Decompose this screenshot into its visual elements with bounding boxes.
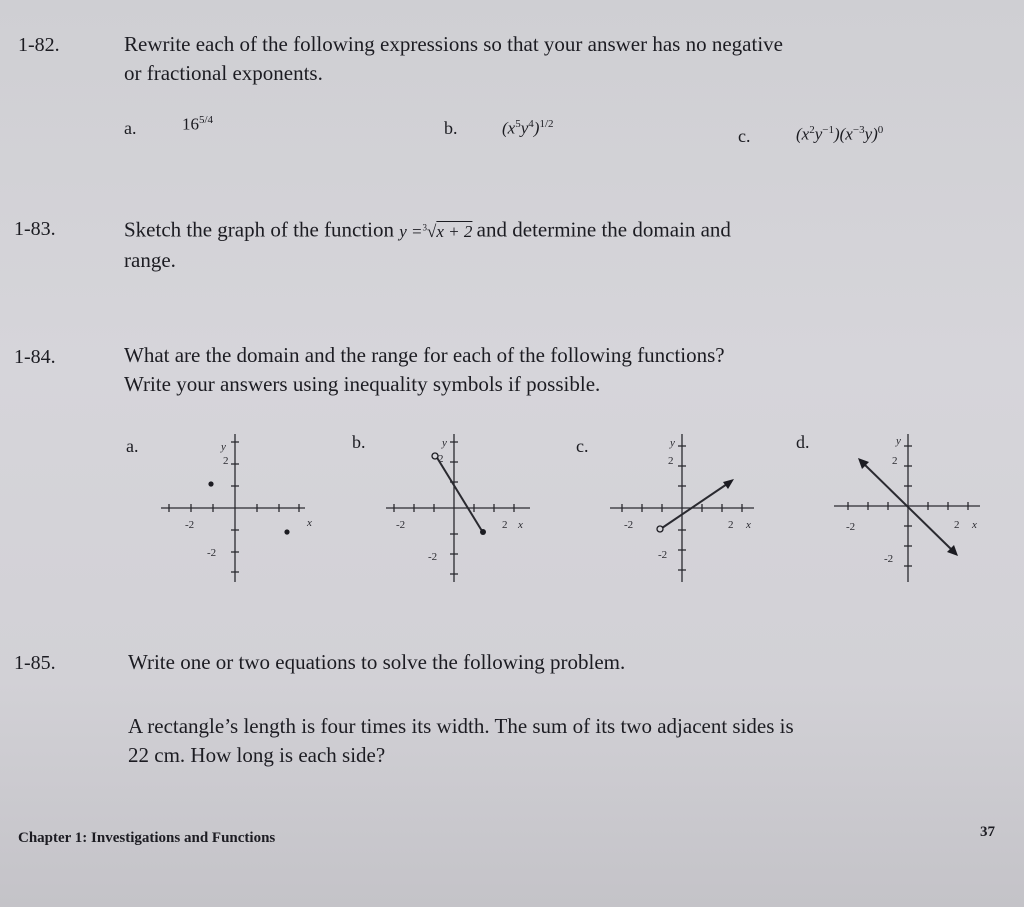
- problem-1-85-line2: A rectangle’s length is four times its width. The sum of its two adjacent sides is: [128, 714, 794, 738]
- problem-1-84-line2: Write your answers using inequality symbols if possible.: [124, 372, 601, 396]
- problem-1-83-line1: [124, 213, 1004, 246]
- graph-c: [604, 428, 774, 588]
- graph-a-y-label: y: [221, 441, 226, 453]
- graph-b-ytick-neg: -2: [428, 551, 438, 563]
- graph-a-ytick-neg: -2: [207, 547, 217, 559]
- graph-a-ytick-pos: 2: [223, 455, 229, 467]
- expr-b-p2: y: [520, 118, 529, 138]
- graph-c-xtick-neg: -2: [624, 519, 634, 531]
- graph-c-label: c.: [576, 436, 589, 456]
- graph-d-xtick-pos: 2: [954, 519, 960, 531]
- expr-b-p3: ): [533, 118, 540, 138]
- graph-b-line: [436, 456, 482, 531]
- graph-b-y-label: y: [442, 437, 447, 449]
- expr-b-e2: 4: [528, 118, 534, 130]
- graph-c-xtick-pos: 2: [728, 519, 734, 531]
- problem-1-85-body: [128, 712, 1008, 770]
- graph-b-xtick-pos: 2: [502, 519, 508, 531]
- problem-1-83-post: and determine the domain and: [476, 217, 731, 242]
- problem-1-83-line2: range.: [124, 247, 176, 272]
- expr-c-p3: )(x: [833, 124, 853, 144]
- problem-1-83-pre: Sketch the graph of the function: [124, 217, 395, 242]
- expr-c-e3: −3: [852, 124, 865, 136]
- expression-b: [502, 118, 554, 139]
- problem-1-84-text: [124, 341, 1004, 399]
- graph-c-x-label: x: [746, 519, 751, 531]
- expr-b-e1: 5: [515, 118, 521, 130]
- problem-1-85-line3: 22 cm. How long is each side?: [128, 743, 386, 767]
- graph-c-arrowhead: [723, 479, 734, 489]
- chapter-footer: Chapter 1: Investigations and Functions: [18, 830, 276, 846]
- graph-a-label: a.: [126, 436, 139, 456]
- part-c-label: c.: [738, 126, 751, 146]
- graph-b-ytick-pos: 2: [438, 453, 444, 465]
- graph-b-label: b.: [352, 432, 366, 452]
- expr-c-p1: (x: [796, 124, 810, 144]
- problem-1-85-instruction: Write one or two equations to solve the following problem.: [128, 650, 626, 674]
- expression-c: [796, 124, 883, 145]
- radicand: x + 2: [436, 221, 473, 241]
- expr-a-exponent: 5/4: [199, 114, 214, 126]
- graph-a-point-2: [284, 529, 289, 534]
- graph-b-xtick-neg: -2: [396, 519, 406, 531]
- expr-c-p4: y): [864, 124, 878, 144]
- problem-1-82-line2: or fractional exponents.: [124, 61, 323, 85]
- graph-a: [155, 428, 325, 588]
- graph-c-ytick-neg: -2: [658, 549, 668, 561]
- graph-d: [828, 428, 996, 588]
- problem-number-1-84: 1-84.: [14, 346, 56, 368]
- graph-b: [380, 428, 550, 588]
- graph-c-ytick-pos: 2: [668, 455, 674, 467]
- graph-b-closed-point: [480, 529, 486, 535]
- graph-c-ray: [662, 482, 730, 528]
- graph-d-x-label: x: [972, 519, 977, 531]
- graph-a-xtick-neg: -2: [185, 519, 195, 531]
- expr-c-e4: 0: [877, 124, 884, 136]
- expr-c-e2: −1: [822, 124, 834, 136]
- graph-a-x-label: x: [307, 517, 312, 529]
- func-lhs: y =: [399, 221, 423, 241]
- part-b-label: b.: [444, 118, 458, 138]
- expr-c-p2: y: [814, 124, 823, 144]
- expr-b-e3: 1/2: [539, 118, 554, 130]
- graph-b-x-label: x: [518, 519, 523, 531]
- expr-c-e1: 2: [809, 124, 815, 136]
- graph-d-ytick-neg: -2: [884, 553, 894, 565]
- root-index: 3: [422, 222, 428, 232]
- expression-a: [182, 114, 213, 135]
- graph-a-point-1: [208, 481, 213, 486]
- graph-d-label: d.: [796, 432, 810, 452]
- graph-d-xtick-neg: -2: [846, 521, 856, 533]
- expr-b-p1: (x: [502, 118, 516, 138]
- problem-number-1-85: 1-85.: [14, 652, 56, 674]
- page-number: 37: [980, 824, 995, 840]
- expr-a-base: 16: [182, 114, 199, 134]
- problem-1-82-line1: Rewrite each of the following expressions so that your answer has no negative: [124, 32, 783, 56]
- cube-root-function: y =$^3$√x + 2: [399, 221, 473, 241]
- graph-d-y-label: y: [896, 435, 901, 447]
- part-a-label: a.: [124, 118, 137, 138]
- graph-d-ytick-pos: 2: [892, 455, 898, 467]
- problem-number-1-82: 1-82.: [18, 34, 60, 56]
- graph-c-y-label: y: [670, 437, 675, 449]
- problem-1-84-line1: What are the domain and the range for each of the following functions?: [124, 343, 725, 367]
- graph-c-open-point: [657, 526, 663, 532]
- problem-1-82-text: [124, 30, 1004, 88]
- problem-number-1-83: 1-83.: [14, 218, 56, 240]
- problem-1-83-text: [124, 213, 1004, 275]
